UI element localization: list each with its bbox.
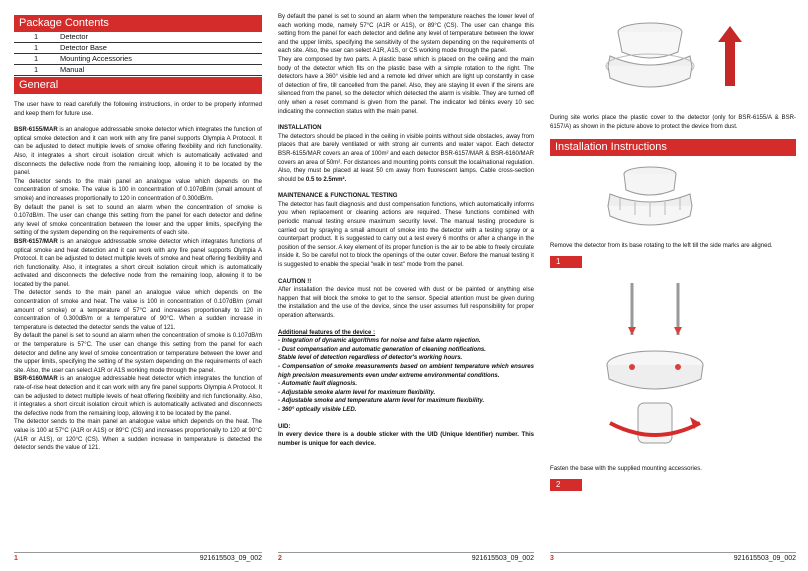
document-code: 921615503_09_002 bbox=[199, 555, 262, 562]
detector-with-cover-icon bbox=[606, 23, 694, 87]
page-number: 1 bbox=[14, 555, 18, 562]
table-row: 1 Detector bbox=[14, 32, 262, 43]
dust-cover-illustration bbox=[550, 4, 796, 104]
step-2-badge: 2 bbox=[550, 479, 582, 491]
document-code: 921615503_09_002 bbox=[733, 555, 796, 562]
page-footer bbox=[278, 552, 534, 565]
step-2-text: Fasten the base with the supplied mounting accessories. bbox=[550, 465, 702, 472]
page-number: 3 bbox=[550, 555, 554, 562]
composition-text: They are composed by two parts. A plastic base which is placed on the ceiling and the main body of the detector which fits on the plastic base with a simple rotation to the right. The detectors have a 360° visible led and a remote led driver which are light up constantly in case of detection of fire, till cancelled from the panel. Also, they are staying lit even if the sirens are silenced from the panel, so the detector which detected the alarm is visible. They are turned off only when a reset command is given from the panel. The indicator led blinks every 10 sec indicating the connection status with the main panel. bbox=[278, 56, 534, 115]
caution-heading: CAUTION !! bbox=[278, 278, 312, 285]
step-1-text: Remove the detector from its base rotating to the left till the side marks are aligned. bbox=[550, 243, 773, 250]
bsr-6157-default-text: By default the panel is set to sound an alarm when the concentration of smoke is 0.107dB/m or the temperature is 57°C. The user can change this setting from the panel for each detector and define any level of smoke concentration or temperature between the lower and the upper limits, specifying the setting of the system depending on the requirements of each site. Also, the user can select A1R or A1S working mode through the panel. bbox=[14, 333, 262, 374]
bsr-6157-value-text: The detector sends to the main panel an analogue value which depends on the concentration of smoke and heat. The value is 100 in concentration of 0.107dB/m (small amount of smoke) or a temperature of 57°C and increases proportionally to 120 in concentration of 0.300dB/m or a temperature of 90°C. When a sudden increase in temperature is detected the detector sends the value of 121. bbox=[14, 290, 262, 331]
list-item: Stable level of detection regardless of detector's working hours. bbox=[278, 355, 463, 362]
package-contents-header: Package Contents bbox=[14, 15, 262, 32]
table-row: 1 Mounting Accessories bbox=[14, 54, 262, 65]
bsr-6160-description: BSR-6160/MAR is an analogue addressable heat detector which integrates the function of rate-of-rise heat detection and it can work with any fire panel supports Olympia A Protocol. It can be adjusted to detect multiple levels of heat offering flexibility and rich functionality. Also, it integrates a short circuit isolation circuit which is automatically activated and disconnects the defective node from the remaining loop, allowing it to be located by the panel. bbox=[14, 376, 262, 417]
features-heading: Additional features of the device : bbox=[278, 329, 376, 336]
arrow-up-icon bbox=[718, 26, 742, 86]
base-mounting-illustration bbox=[550, 275, 796, 465]
page-2 bbox=[278, 0, 534, 571]
installation-text: The detectors should be placed in the ceiling in visible points without side obstacles, away from places that are barely ventilated or with strong air currents and water vapor. Each detector BSR-6155/MAR covers an area of 100m² and each detector BSR-6157/MAR & BSR-6160/MAR covers an area of 50m². For distances and mounting points consult the local/national regulation. Also, they must be placed at least 50 cm away from fluorescent lamps. Cable cross-section should be 0.5 to 2.5mm². bbox=[278, 133, 534, 183]
installation-instructions-header: Installation Instructions bbox=[550, 139, 796, 156]
heat-default-text: By default the panel is set to sound an alarm when the temperature reaches the lower level of each working mode, namely 57°C (A1R or A1S), or 89°C (CS). The user can change this setting from the panel for each detector and define any level of temperature between the lower and the upper limits, specifying the sensitivity of the system depending on the requirements of each site. Also, the user can select A1R, A1S, or CS working mode through the panel. bbox=[278, 14, 534, 55]
list-item: - Adjustable smoke and temperature alarm level for maximum flexibility. bbox=[278, 398, 485, 405]
page-3 bbox=[550, 0, 796, 571]
page-number: 2 bbox=[278, 555, 282, 562]
general-header: General bbox=[14, 77, 262, 94]
table-row: 1 Manual bbox=[14, 65, 262, 76]
list-item: - Dust compensation and automatic generation of cleaning notifications. bbox=[278, 346, 486, 353]
detector-rotate-icon bbox=[610, 403, 700, 443]
package-contents-table bbox=[14, 32, 262, 76]
list-item: - Compensation of smoke measurements based on ambient temperature which ensures high precision measurements even under extreme environmental conditions. bbox=[278, 363, 534, 379]
list-item: - 360° optically visible LED. bbox=[278, 406, 357, 413]
maintenance-text: The detector has fault diagnosis and dust compensation functions, which automatically informs you when replacement or cleaning actions are required. These functions combined with periodic manual testing ensure maximum security level. The manual testing procedure is carried out by spraying a small amount of smoke into the detector with a testing spray or a counterpart product. It is suggested to carry out a test every 6 months or after a change in the position of the sensor. A key element of its proper function is the air to be able to freely circulate inside it. So be careful not to block the openings of the outer cover. Before the manual testing it is suggested to enable the special "walk in test" mode from the panel. bbox=[278, 201, 534, 269]
installation-heading: INSTALLATION bbox=[278, 125, 322, 132]
bsr-6155-description: BSR-6155/MAR is an analogue addressable smoke detector which integrates the function of optical smoke detection and it can work with any fire panel supports Olympia A Protocol. It can be adjusted to detect multiple levels of smoke offering flexibility and rich functionality. Also, it integrates a short circuit isolation circuit which is automatically activated and disconnects the defective node from the remaining loop, allowing it to be located by the panel. bbox=[14, 127, 262, 177]
list-item: - Automatic fault diagnosis. bbox=[278, 381, 358, 388]
caution-text: After installation the device must not be covered with dust or be painted or anything else happen that will block the smoke to get to the sensor. Special attention must be given during the installation and the use of the device, since the user assumes full responsibility for proper operation afterwards. bbox=[278, 287, 534, 319]
maintenance-heading: MAINTENANCE & FUNCTIONAL TESTING bbox=[278, 193, 398, 200]
bsr-6157-description: BSR-6157/MAR is an analogue addressable smoke detector which integrates functions of optical smoke and heat detection and it can work with any fire panel supports Olympia A Protocol. It can be adjusted to detect multiple levels of smoke and heat offering flexibility and rich functionality. Also, it integrates a short circuit isolation circuit which is automatically activated and disconnects the defective node from the remaining loop, allowing it to be located by the panel. bbox=[14, 238, 262, 288]
document-code: 921615503_09_002 bbox=[471, 555, 534, 562]
detector-icon bbox=[608, 167, 692, 225]
mounting-base-icon bbox=[607, 351, 703, 389]
dust-cover-text: During site works place the plastic cover to the detector (only for BSR-6155/A & BSR-6157/A) as shown in the picture above to protect the device from dust. bbox=[550, 115, 796, 130]
intro-text: The user have to read carefully the following instructions, in order to be properly informed and keep them for future use. bbox=[14, 102, 262, 117]
bsr-6155-default-text: By default the panel is set to sound an alarm when the concentration of smoke is 0.107dB/m. The user can change this setting from the panel for each detector and define any level of smoke concentration between the lower and the upper limits, specifying the setting of the system depending on the requirements of each site. bbox=[14, 204, 262, 237]
list-item: - Adjustable smoke alarm level for maximum flexibility. bbox=[278, 389, 436, 396]
bsr-6155-value-text: The detector sends to the main panel an analogue value which depends on the concentration of smoke. The value is 100 in concentration of 0.107dB/m (small amount of smoke) and increases proportionally to 120 in concentration of 0.300dB/m. bbox=[14, 178, 262, 202]
uid-heading: UID: bbox=[278, 423, 291, 430]
bsr-6160-value-text: The detector sends to the main panel an analogue value which depends on the heat. The value is 100 at 57°C (A1R or A1S) or 89°C (CS) and increases proportionally to 120 at 90°C (A1R or A1S), or 120°C (CS). When a sudden increase in temperature is detected the detector sends the value of 121. bbox=[14, 419, 262, 452]
step-1-badge: 1 bbox=[550, 256, 582, 268]
uid-text: In every device there is a double sticker with the UID (Unique Identifier) number. This number is unique for each device. bbox=[278, 432, 534, 447]
page-footer bbox=[550, 552, 796, 565]
list-item: - Integration of dynamic algorithms for noise and false alarm rejection. bbox=[278, 338, 481, 345]
features-list bbox=[278, 337, 534, 414]
table-row: 1 Detector Base bbox=[14, 43, 262, 54]
detector-removal-illustration bbox=[550, 160, 796, 242]
screw-icon bbox=[628, 283, 682, 335]
page-footer bbox=[14, 552, 262, 565]
page-1 bbox=[14, 0, 262, 571]
